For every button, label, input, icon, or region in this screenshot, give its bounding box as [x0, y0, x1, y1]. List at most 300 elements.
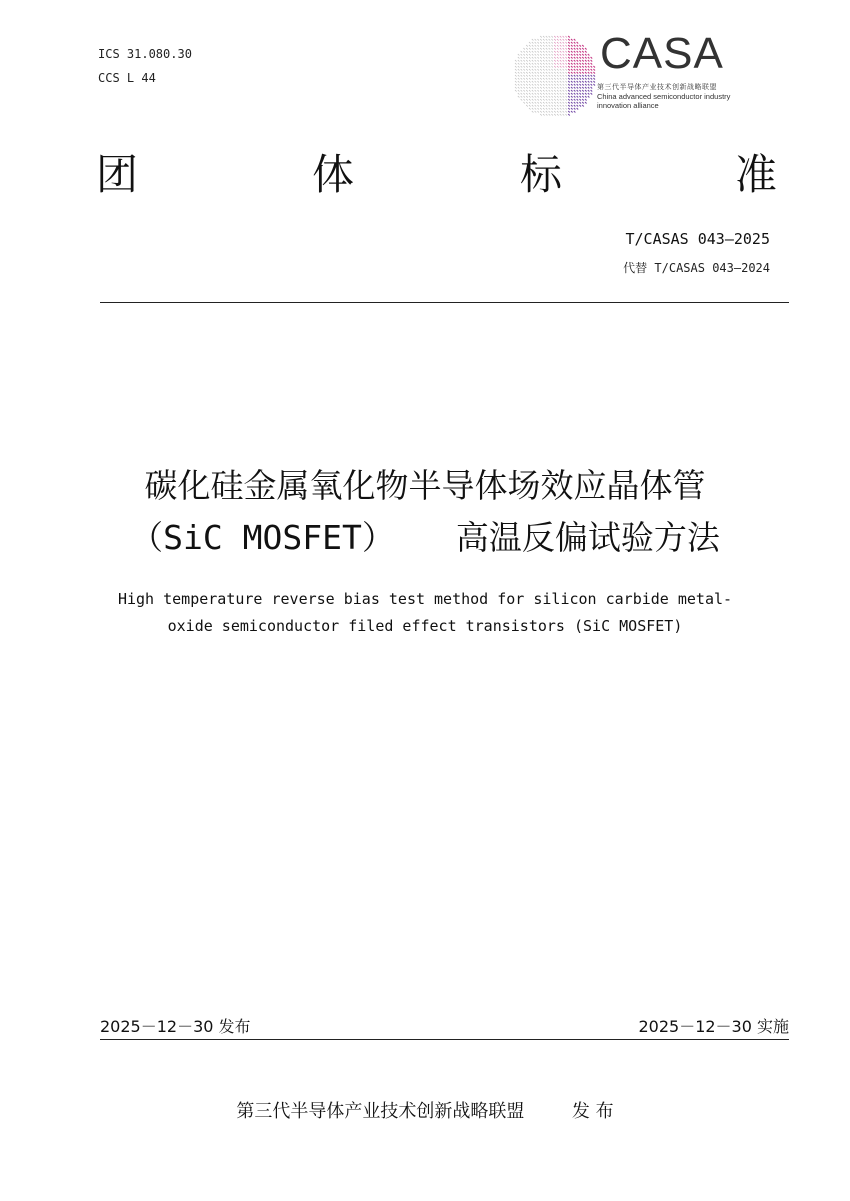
- sphere-stripe: [582, 63, 584, 65]
- sphere-stripe: [563, 60, 565, 62]
- sphere-stripe: [571, 108, 573, 110]
- sphere-stripe: [523, 54, 525, 56]
- sphere-stripe: [574, 84, 576, 86]
- logo-en-line1: China advanced semiconductor industry: [597, 92, 731, 101]
- sphere-stripe: [549, 108, 551, 110]
- sphere-stripe: [582, 51, 584, 53]
- sphere-stripe: [523, 66, 525, 68]
- sphere-stripe: [563, 99, 565, 101]
- sphere-stripe: [591, 75, 593, 77]
- sphere-stripe: [582, 81, 584, 83]
- sphere-stripe: [591, 72, 593, 74]
- sphere-stripe: [565, 102, 567, 104]
- sphere-stripe: [554, 108, 556, 110]
- sphere-stripe: [554, 114, 556, 116]
- sphere-stripe: [560, 45, 562, 47]
- sphere-stripe: [540, 48, 542, 50]
- sphere-stripe: [549, 96, 551, 98]
- sphere-stripe: [557, 78, 559, 80]
- sphere-stripe: [593, 84, 595, 86]
- sphere-stripe: [529, 54, 531, 56]
- sphere-stripe: [577, 93, 579, 95]
- sphere-stripe: [543, 93, 545, 95]
- sphere-stripe: [551, 45, 553, 47]
- sphere-stripe: [563, 48, 565, 50]
- sphere-stripe: [551, 51, 553, 53]
- publisher-line: [0, 1097, 850, 1123]
- sphere-stripe: [565, 63, 567, 65]
- sphere-stripe: [515, 72, 517, 74]
- sphere-stripe: [529, 48, 531, 50]
- sphere-stripe: [526, 51, 528, 53]
- sphere-stripe: [537, 84, 539, 86]
- sphere-stripe: [585, 96, 587, 98]
- sphere-stripe: [577, 42, 579, 44]
- sphere-stripe: [565, 108, 567, 110]
- sphere-stripe: [579, 75, 581, 77]
- sphere-stripe: [565, 60, 567, 62]
- sphere-stripe: [551, 84, 553, 86]
- sphere-stripe: [577, 66, 579, 68]
- sphere-stripe: [579, 96, 581, 98]
- sphere-stripe: [554, 87, 556, 89]
- sphere-stripe: [543, 105, 545, 107]
- sphere-stripe: [529, 51, 531, 53]
- sphere-stripe: [543, 99, 545, 101]
- sphere-stripe: [574, 75, 576, 77]
- sphere-stripe: [515, 90, 517, 92]
- sphere-stripe: [557, 102, 559, 104]
- sphere-stripe: [579, 93, 581, 95]
- sphere-stripe: [543, 57, 545, 59]
- sphere-stripe: [551, 42, 553, 44]
- sphere-stripe: [557, 72, 559, 74]
- sphere-stripe: [585, 99, 587, 101]
- sphere-stripe: [546, 87, 548, 89]
- sphere-stripe: [568, 78, 570, 80]
- sphere-stripe: [585, 78, 587, 80]
- sphere-stripe: [560, 90, 562, 92]
- sphere-stripe: [532, 48, 534, 50]
- sphere-stripe: [526, 57, 528, 59]
- sphere-stripe: [529, 72, 531, 74]
- sphere-stripe: [571, 111, 573, 113]
- sphere-stripe: [577, 54, 579, 56]
- sphere-stripe: [526, 105, 528, 107]
- sphere-stripe: [582, 99, 584, 101]
- sphere-stripe: [554, 78, 556, 80]
- sphere-stripe: [579, 84, 581, 86]
- sphere-stripe: [591, 81, 593, 83]
- sphere-stripe: [549, 93, 551, 95]
- sphere-stripe: [568, 63, 570, 65]
- sphere-stripe: [523, 102, 525, 104]
- sphere-stripe: [543, 96, 545, 98]
- sphere-stripe: [537, 45, 539, 47]
- sphere-stripe: [588, 93, 590, 95]
- sphere-stripe: [571, 84, 573, 86]
- sphere-stripe: [549, 45, 551, 47]
- sphere-stripe: [571, 48, 573, 50]
- sphere-stripe: [546, 72, 548, 74]
- sphere-stripe: [532, 102, 534, 104]
- sphere-stripe: [565, 105, 567, 107]
- sphere-stripe: [563, 90, 565, 92]
- sphere-stripe: [568, 36, 570, 38]
- sphere-stripe: [588, 63, 590, 65]
- sphere-stripe: [523, 84, 525, 86]
- sphere-stripe: [546, 99, 548, 101]
- sphere-stripe: [554, 105, 556, 107]
- sphere-stripe: [518, 87, 520, 89]
- sphere-stripe: [560, 78, 562, 80]
- sphere-stripe: [537, 96, 539, 98]
- sphere-stripe: [549, 57, 551, 59]
- sphere-stripe: [560, 66, 562, 68]
- sphere-stripe: [549, 81, 551, 83]
- sphere-stripe: [540, 42, 542, 44]
- sphere-stripe: [523, 81, 525, 83]
- sphere-stripe: [585, 93, 587, 95]
- sphere-stripe: [537, 42, 539, 44]
- sphere-stripe: [557, 108, 559, 110]
- sphere-stripe: [532, 51, 534, 53]
- sphere-stripe: [523, 48, 525, 50]
- sphere-stripe: [523, 63, 525, 65]
- sphere-stripe: [521, 96, 523, 98]
- sphere-stripe: [571, 66, 573, 68]
- sphere-stripe: [554, 75, 556, 77]
- sphere-stripe: [577, 84, 579, 86]
- sphere-stripe: [549, 84, 551, 86]
- sphere-stripe: [540, 51, 542, 53]
- sphere-stripe: [560, 87, 562, 89]
- sphere-stripe: [546, 105, 548, 107]
- ics-code: ICS 31.080.30: [98, 47, 192, 61]
- sphere-stripe: [554, 90, 556, 92]
- sphere-stripe: [543, 75, 545, 77]
- sphere-stripe: [574, 69, 576, 71]
- sphere-stripe: [526, 87, 528, 89]
- sphere-stripe: [526, 63, 528, 65]
- sphere-stripe: [537, 75, 539, 77]
- sphere-stripe: [554, 63, 556, 65]
- sphere-stripe: [535, 66, 537, 68]
- sphere-stripe: [585, 72, 587, 74]
- sphere-stripe: [557, 60, 559, 62]
- sphere-stripe: [537, 105, 539, 107]
- sphere-stripe: [529, 93, 531, 95]
- sphere-stripe: [560, 69, 562, 71]
- sphere-stripe: [591, 69, 593, 71]
- sphere-stripe: [537, 81, 539, 83]
- sphere-stripe: [546, 45, 548, 47]
- sphere-stripe: [571, 102, 573, 104]
- sphere-stripe: [571, 57, 573, 59]
- sphere-stripe: [560, 54, 562, 56]
- sphere-stripe: [577, 63, 579, 65]
- publisher-name: 第三代半导体产业技术创新战略联盟: [236, 1101, 525, 1122]
- sphere-stripe: [540, 90, 542, 92]
- title-cn-line2-main: 高温反偏试验方法: [455, 518, 720, 557]
- sphere-stripe: [568, 87, 570, 89]
- sphere-stripe: [540, 72, 542, 74]
- sphere-stripe: [565, 69, 567, 71]
- sphere-stripe: [551, 57, 553, 59]
- sphere-emblem-icon: [505, 28, 600, 123]
- sphere-stripe: [577, 81, 579, 83]
- sphere-stripe: [557, 66, 559, 68]
- sphere-stripe: [535, 48, 537, 50]
- sphere-stripe: [521, 84, 523, 86]
- sphere-stripe: [582, 54, 584, 56]
- sphere-stripe: [523, 51, 525, 53]
- sphere-stripe: [546, 63, 548, 65]
- sphere-stripe: [529, 60, 531, 62]
- sphere-stripe: [521, 54, 523, 56]
- sphere-stripe: [537, 39, 539, 41]
- sphere-stripe: [557, 87, 559, 89]
- sphere-stripe: [543, 54, 545, 56]
- sphere-stripe: [529, 105, 531, 107]
- sphere-stripe: [546, 48, 548, 50]
- category-char-1: 团: [96, 150, 139, 199]
- logo-en-line2: innovation alliance: [597, 101, 659, 110]
- sphere-stripe: [582, 60, 584, 62]
- sphere-stripe: [563, 36, 565, 38]
- sphere-stripe: [560, 75, 562, 77]
- sphere-stripe: [543, 90, 545, 92]
- sphere-stripe: [551, 69, 553, 71]
- sphere-stripe: [521, 90, 523, 92]
- sphere-stripe: [523, 90, 525, 92]
- sphere-stripe: [557, 39, 559, 41]
- sphere-stripe: [588, 72, 590, 74]
- sphere-stripe: [563, 111, 565, 113]
- sphere-stripe: [543, 114, 545, 116]
- sphere-stripe: [546, 96, 548, 98]
- sphere-stripe: [540, 96, 542, 98]
- sphere-stripe: [529, 78, 531, 80]
- sphere-stripe: [540, 105, 542, 107]
- sphere-stripe: [526, 93, 528, 95]
- sphere-stripe: [546, 54, 548, 56]
- sphere-stripe: [535, 78, 537, 80]
- sphere-stripe: [546, 90, 548, 92]
- sphere-stripe: [521, 66, 523, 68]
- sphere-stripe: [591, 78, 593, 80]
- sphere-stripe: [574, 81, 576, 83]
- sphere-stripe: [529, 69, 531, 71]
- sphere-stripe: [577, 96, 579, 98]
- sphere-stripe: [588, 60, 590, 62]
- sphere-stripe: [557, 69, 559, 71]
- sphere-stripe: [535, 54, 537, 56]
- sphere-stripe: [579, 57, 581, 59]
- sphere-stripe: [554, 66, 556, 68]
- sphere-stripe: [557, 36, 559, 38]
- sphere-stripe: [546, 75, 548, 77]
- sphere-stripe: [579, 48, 581, 50]
- sphere-stripe: [582, 48, 584, 50]
- publish-date: 2025－12－30 发布: [100, 1017, 251, 1036]
- sphere-stripe: [546, 69, 548, 71]
- sphere-stripe: [574, 99, 576, 101]
- sphere-stripe: [579, 51, 581, 53]
- sphere-stripe: [521, 63, 523, 65]
- sphere-stripe: [521, 57, 523, 59]
- sphere-stripe: [565, 45, 567, 47]
- sphere-stripe: [529, 90, 531, 92]
- sphere-stripe: [560, 81, 562, 83]
- sphere-stripe: [549, 60, 551, 62]
- standard-replaces: 代替 T/CASAS 043—2024: [623, 261, 770, 275]
- title-cn-line1: 碳化硅金属氧化物半导体场效应晶体管: [144, 466, 706, 505]
- sphere-stripe: [546, 108, 548, 110]
- sphere-stripe: [563, 66, 565, 68]
- sphere-stripe: [549, 69, 551, 71]
- sphere-stripe: [549, 48, 551, 50]
- sphere-stripe: [521, 99, 523, 101]
- sphere-stripe: [554, 111, 556, 113]
- sphere-stripe: [565, 42, 567, 44]
- sphere-stripe: [582, 78, 584, 80]
- sphere-stripe: [577, 99, 579, 101]
- sphere-stripe: [571, 69, 573, 71]
- sphere-stripe: [537, 93, 539, 95]
- sphere-stripe: [537, 57, 539, 59]
- sphere-stripe: [563, 81, 565, 83]
- sphere-stripe: [532, 72, 534, 74]
- sphere-stripe: [546, 111, 548, 113]
- sphere-stripe: [554, 84, 556, 86]
- sphere-stripe: [543, 39, 545, 41]
- sphere-stripe: [593, 69, 595, 71]
- sphere-stripe: [582, 105, 584, 107]
- sphere-stripe: [574, 60, 576, 62]
- sphere-stripe: [579, 99, 581, 101]
- sphere-stripe: [532, 60, 534, 62]
- sphere-stripe: [557, 48, 559, 50]
- sphere-stripe: [577, 60, 579, 62]
- sphere-stripe: [574, 105, 576, 107]
- sphere-stripe: [560, 39, 562, 41]
- title-en-line1: High temperature reverse bias test method for silicon carbide metal-: [117, 590, 733, 608]
- sphere-stripe: [554, 99, 556, 101]
- sphere-stripe: [526, 90, 528, 92]
- sphere-stripe: [579, 72, 581, 74]
- sphere-stripe: [571, 39, 573, 41]
- sphere-stripe: [554, 96, 556, 98]
- logo-en-name: [597, 92, 777, 110]
- sphere-stripe: [537, 54, 539, 56]
- sphere-stripe: [554, 36, 556, 38]
- sphere-stripe: [560, 60, 562, 62]
- sphere-stripe: [529, 87, 531, 89]
- sphere-stripe: [585, 69, 587, 71]
- sphere-stripe: [551, 78, 553, 80]
- category-char-4: 准: [735, 150, 778, 199]
- sphere-stripe: [546, 60, 548, 62]
- sphere-stripe: [565, 54, 567, 56]
- sphere-stripe: [582, 66, 584, 68]
- sphere-stripe: [568, 42, 570, 44]
- sphere-stripe: [523, 96, 525, 98]
- sphere-stripe: [560, 105, 562, 107]
- sphere-stripe: [535, 69, 537, 71]
- sphere-stripe: [546, 84, 548, 86]
- sphere-stripe: [526, 60, 528, 62]
- sphere-stripe: [543, 78, 545, 80]
- sphere-stripe: [526, 54, 528, 56]
- sphere-stripe: [540, 114, 542, 116]
- sphere-stripe: [554, 81, 556, 83]
- sphere-stripe: [582, 102, 584, 104]
- sphere-stripe: [554, 57, 556, 59]
- sphere-stripe: [535, 102, 537, 104]
- sphere-stripe: [521, 60, 523, 62]
- sphere-stripe: [557, 96, 559, 98]
- sphere-stripe: [574, 87, 576, 89]
- sphere-stripe: [551, 108, 553, 110]
- sphere-stripe: [549, 78, 551, 80]
- sphere-stripe: [577, 108, 579, 110]
- sphere-stripe: [546, 102, 548, 104]
- sphere-stripe: [557, 84, 559, 86]
- sphere-stripe: [554, 51, 556, 53]
- sphere-stripe: [565, 93, 567, 95]
- sphere-stripe: [571, 72, 573, 74]
- sphere-stripe: [565, 81, 567, 83]
- top-divider: [100, 302, 789, 303]
- sphere-stripe: [537, 102, 539, 104]
- sphere-stripe: [518, 57, 520, 59]
- implement-date: 2025－12－30 实施: [638, 1017, 789, 1036]
- sphere-stripe: [565, 51, 567, 53]
- sphere-stripe: [563, 63, 565, 65]
- sphere-stripe: [588, 87, 590, 89]
- sphere-stripe: [582, 87, 584, 89]
- sphere-stripe: [521, 51, 523, 53]
- sphere-stripe: [563, 108, 565, 110]
- sphere-stripe: [579, 87, 581, 89]
- sphere-stripe: [546, 51, 548, 53]
- sphere-stripe: [526, 48, 528, 50]
- sphere-stripe: [551, 96, 553, 98]
- sphere-stripe: [557, 93, 559, 95]
- sphere-stripe: [546, 39, 548, 41]
- sphere-stripe: [579, 66, 581, 68]
- sphere-stripe: [593, 72, 595, 74]
- sphere-stripe: [563, 57, 565, 59]
- sphere-stripe: [532, 81, 534, 83]
- sphere-stripe: [568, 93, 570, 95]
- sphere-stripe: [529, 96, 531, 98]
- sphere-stripe: [551, 81, 553, 83]
- sphere-stripe: [532, 96, 534, 98]
- sphere-stripe: [571, 93, 573, 95]
- sphere-stripe: [540, 102, 542, 104]
- sphere-stripe: [579, 60, 581, 62]
- sphere-stripe: [537, 108, 539, 110]
- sphere-stripe: [560, 111, 562, 113]
- sphere-stripe: [529, 84, 531, 86]
- sphere-stripe: [546, 36, 548, 38]
- sphere-stripe: [565, 75, 567, 77]
- sphere-stripe: [535, 51, 537, 53]
- sphere-stripe: [521, 72, 523, 74]
- sphere-stripe: [593, 81, 595, 83]
